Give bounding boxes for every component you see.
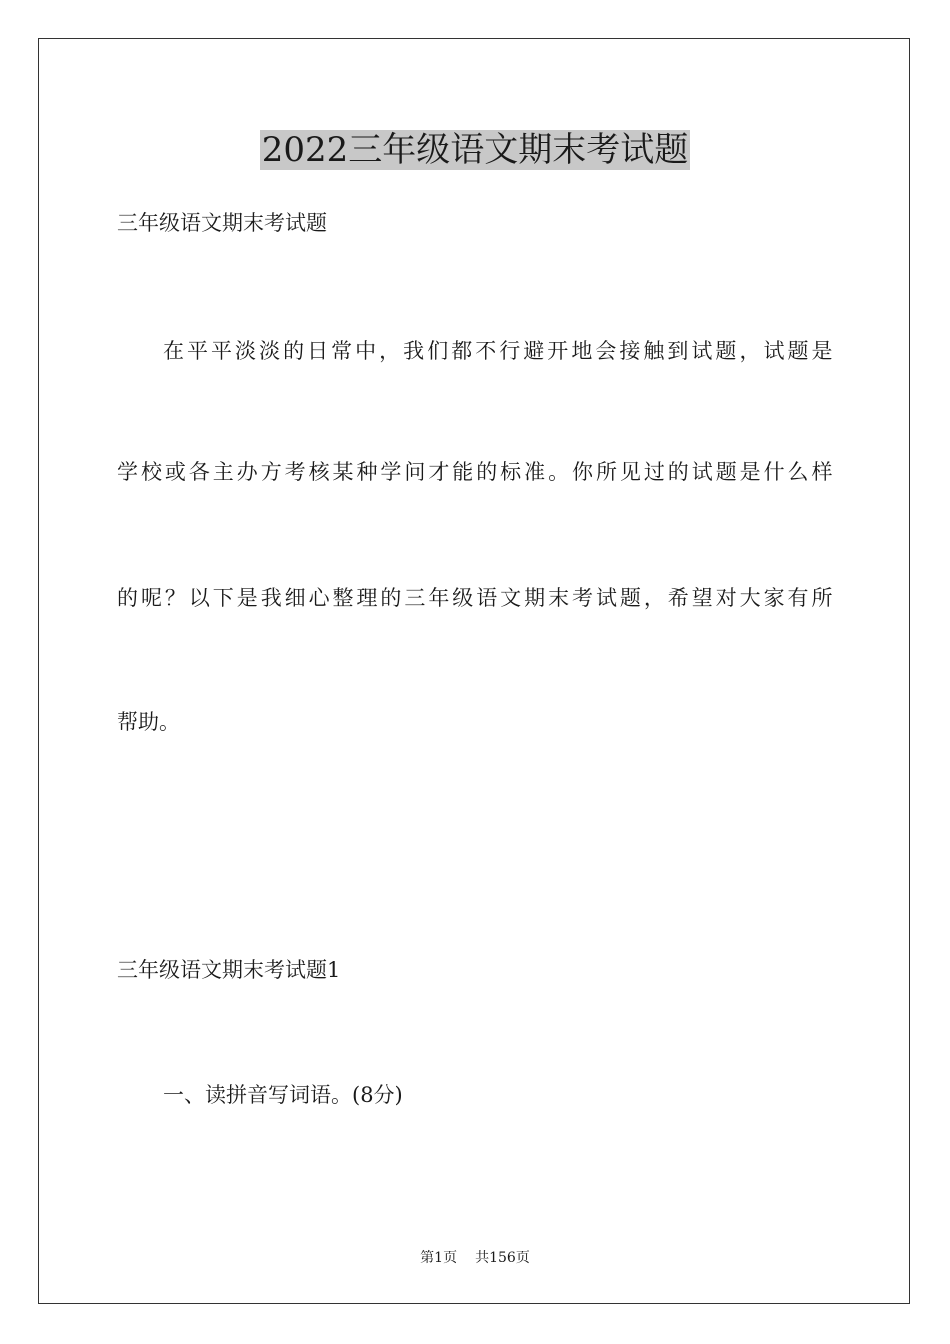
intro-line-3: 的呢？以下是我细心整理的三年级语文期末考试题，希望对大家有所: [117, 586, 833, 610]
intro-line-4: 帮助。: [117, 710, 180, 734]
intro-line-2: 学校或各主办方考核某种学问才能的标准。你所见过的试题是什么样: [117, 460, 833, 484]
question-heading: 一、读拼音写词语。(8分): [163, 1083, 403, 1107]
page-total: 共156页: [475, 1250, 530, 1266]
intro-line-1: 在平平淡淡的日常中，我们都不行避开地会接触到试题，试题是: [163, 339, 833, 363]
document-title-text: 2022三年级语文期末考试题: [261, 130, 689, 170]
document-subtitle: 三年级语文期末考试题: [117, 211, 327, 235]
section-heading: 三年级语文期末考试题1: [117, 958, 341, 982]
page-footer: [0, 1248, 950, 1268]
page-number: 第1页: [420, 1250, 458, 1266]
document-title: [0, 128, 950, 172]
